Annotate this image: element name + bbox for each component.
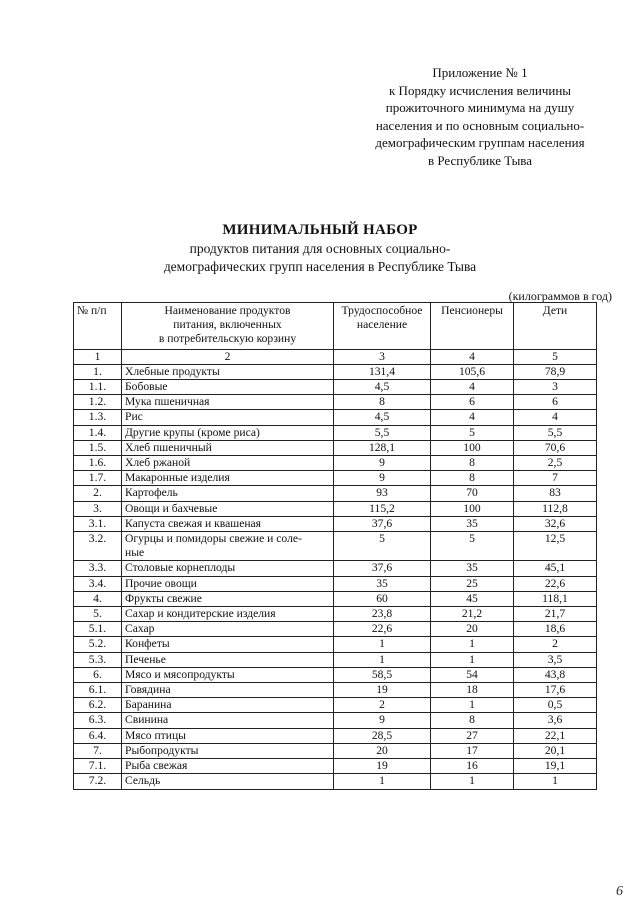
header-product-name: Наименование продуктов питания, включенных в потребительскую корзину — [122, 303, 334, 350]
cell-working-age: 2 — [334, 698, 431, 713]
cell-children: 83 — [514, 486, 597, 501]
cell-working-age: 3 — [334, 349, 431, 364]
header-number: № п/п — [74, 303, 122, 350]
cell-number: 3. — [74, 501, 122, 516]
cell-product-name: Капуста свежая и квашеная — [122, 516, 334, 531]
cell-number: 6. — [74, 667, 122, 682]
cell-pensioners: 100 — [431, 501, 514, 516]
cell-children: 43,8 — [514, 667, 597, 682]
table-row — [74, 698, 597, 713]
cell-working-age: 1 — [334, 774, 431, 789]
cell-number: 5.2. — [74, 637, 122, 652]
page-number-mark: 6 — [616, 884, 623, 899]
cell-children: 21,7 — [514, 607, 597, 622]
title-block — [0, 221, 640, 275]
cell-number: 2. — [74, 486, 122, 501]
cell-pensioners: 4 — [431, 380, 514, 395]
table-row — [74, 380, 597, 395]
cell-product-name: Огурцы и помидоры свежие и соле- ные — [122, 532, 334, 561]
cell-pensioners: 16 — [431, 759, 514, 774]
table-row — [74, 501, 597, 516]
appendix-header — [330, 64, 630, 170]
table-row — [74, 637, 597, 652]
table-row — [74, 425, 597, 440]
appendix-line: населения и по основным социально- — [375, 117, 585, 133]
cell-pensioners: 100 — [431, 440, 514, 455]
appendix-line: Приложение № 1 — [432, 65, 528, 80]
cell-pensioners: 8 — [431, 471, 514, 486]
cell-children: 45,1 — [514, 561, 597, 576]
cell-children: 3,5 — [514, 652, 597, 667]
cell-pensioners: 4 — [431, 410, 514, 425]
cell-working-age: 37,6 — [334, 561, 431, 576]
appendix-line: прожиточного минимума на душу — [385, 100, 575, 116]
cell-pensioners: 35 — [431, 516, 514, 531]
table-row — [74, 410, 597, 425]
cell-working-age: 22,6 — [334, 622, 431, 637]
cell-children: 7 — [514, 471, 597, 486]
cell-children: 19,1 — [514, 759, 597, 774]
cell-product-name: Овощи и бахчевые — [122, 501, 334, 516]
cell-product-name: Рыба свежая — [122, 759, 334, 774]
table-header-row — [74, 303, 597, 350]
cell-children: 78,9 — [514, 364, 597, 379]
table-row — [74, 440, 597, 455]
cell-number: 7.1. — [74, 759, 122, 774]
cell-working-age: 5,5 — [334, 425, 431, 440]
cell-product-name: Хлеб ржаной — [122, 456, 334, 471]
cell-product-name: Картофель — [122, 486, 334, 501]
document-subtitle-line-1: продуктов питания для основных социально- — [189, 241, 451, 256]
cell-number: 6.4. — [74, 728, 122, 743]
cell-product-name: Свинина — [122, 713, 334, 728]
cell-number: 3.1. — [74, 516, 122, 531]
cell-children: 12,5 — [514, 532, 597, 561]
cell-pensioners: 1 — [431, 698, 514, 713]
cell-pensioners: 1 — [431, 637, 514, 652]
cell-children: 5 — [514, 349, 597, 364]
appendix-line: в Республике Тыва — [427, 152, 533, 168]
cell-number: 1.7. — [74, 471, 122, 486]
table-row — [74, 532, 597, 561]
cell-product-name: Сахар и кондитерские изделия — [122, 607, 334, 622]
cell-product-name: 2 — [122, 349, 334, 364]
table-row — [74, 486, 597, 501]
cell-working-age: 4,5 — [334, 410, 431, 425]
cell-number: 1.3. — [74, 410, 122, 425]
cell-product-name: Хлеб пшеничный — [122, 440, 334, 455]
cell-number: 3.3. — [74, 561, 122, 576]
cell-number: 3.2. — [74, 532, 122, 561]
cell-pensioners: 4 — [431, 349, 514, 364]
appendix-line: демографическим группам населения — [375, 135, 585, 151]
cell-product-name: Столовые корнеплоды — [122, 561, 334, 576]
table-row — [74, 607, 597, 622]
unit-note: (килограммов в год) — [508, 289, 612, 303]
cell-number: 1.5. — [74, 440, 122, 455]
table-row — [74, 456, 597, 471]
cell-product-name: Фрукты свежие — [122, 591, 334, 606]
header-children: Дети — [514, 303, 597, 350]
cell-number: 1.6. — [74, 456, 122, 471]
cell-pensioners: 8 — [431, 456, 514, 471]
cell-children: 0,5 — [514, 698, 597, 713]
table-row — [74, 774, 597, 789]
cell-number: 1.4. — [74, 425, 122, 440]
cell-working-age: 19 — [334, 683, 431, 698]
cell-children: 18,6 — [514, 622, 597, 637]
cell-children: 22,1 — [514, 728, 597, 743]
cell-product-name: Печенье — [122, 652, 334, 667]
table-row — [74, 471, 597, 486]
table-row — [74, 516, 597, 531]
table-row — [74, 622, 597, 637]
cell-children: 20,1 — [514, 743, 597, 758]
cell-number: 3.4. — [74, 576, 122, 591]
cell-product-name: Конфеты — [122, 637, 334, 652]
table-row — [74, 728, 597, 743]
cell-number: 6.3. — [74, 713, 122, 728]
cell-product-name: Хлебные продукты — [122, 364, 334, 379]
table-row — [74, 364, 597, 379]
cell-pensioners: 18 — [431, 683, 514, 698]
cell-number: 1.2. — [74, 395, 122, 410]
cell-product-name: Бобовые — [122, 380, 334, 395]
cell-product-name: Сахар — [122, 622, 334, 637]
cell-children: 22,6 — [514, 576, 597, 591]
cell-working-age: 8 — [334, 395, 431, 410]
cell-working-age: 1 — [334, 637, 431, 652]
cell-children: 1 — [514, 774, 597, 789]
cell-number: 5.3. — [74, 652, 122, 667]
table-row — [74, 395, 597, 410]
cell-children: 2 — [514, 637, 597, 652]
cell-working-age: 93 — [334, 486, 431, 501]
cell-pensioners: 17 — [431, 743, 514, 758]
table-row — [74, 561, 597, 576]
table-row — [74, 667, 597, 682]
cell-children: 17,6 — [514, 683, 597, 698]
cell-pensioners: 70 — [431, 486, 514, 501]
cell-working-age: 9 — [334, 471, 431, 486]
cell-product-name: Прочие овощи — [122, 576, 334, 591]
header-working-age: Трудоспособное население — [334, 303, 431, 350]
table-row — [74, 759, 597, 774]
cell-working-age: 19 — [334, 759, 431, 774]
cell-working-age: 28,5 — [334, 728, 431, 743]
cell-number: 1. — [74, 364, 122, 379]
cell-working-age: 37,6 — [334, 516, 431, 531]
cell-pensioners: 27 — [431, 728, 514, 743]
cell-product-name: Макаронные изделия — [122, 471, 334, 486]
cell-product-name: Сельдь — [122, 774, 334, 789]
table-row — [74, 743, 597, 758]
cell-working-age: 115,2 — [334, 501, 431, 516]
cell-product-name: Мясо и мясопродукты — [122, 667, 334, 682]
header-pensioners: Пенсионеры — [431, 303, 514, 350]
cell-product-name: Мясо птицы — [122, 728, 334, 743]
cell-working-age: 9 — [334, 456, 431, 471]
cell-working-age: 35 — [334, 576, 431, 591]
table-body — [74, 349, 597, 789]
appendix-line: к Порядку исчисления величины — [388, 82, 572, 98]
cell-working-age: 128,1 — [334, 440, 431, 455]
cell-pensioners: 5 — [431, 532, 514, 561]
cell-working-age: 4,5 — [334, 380, 431, 395]
cell-number: 7.2. — [74, 774, 122, 789]
cell-pensioners: 6 — [431, 395, 514, 410]
food-basket-table — [73, 302, 597, 790]
cell-working-age: 58,5 — [334, 667, 431, 682]
cell-product-name: Рыбопродукты — [122, 743, 334, 758]
table-row — [74, 652, 597, 667]
cell-working-age: 1 — [334, 652, 431, 667]
cell-children: 4 — [514, 410, 597, 425]
cell-pensioners: 1 — [431, 652, 514, 667]
cell-children: 118,1 — [514, 591, 597, 606]
cell-product-name: Баранина — [122, 698, 334, 713]
cell-pensioners: 8 — [431, 713, 514, 728]
cell-children: 2,5 — [514, 456, 597, 471]
table-row — [74, 591, 597, 606]
cell-working-age: 20 — [334, 743, 431, 758]
cell-pensioners: 54 — [431, 667, 514, 682]
cell-children: 5,5 — [514, 425, 597, 440]
cell-pensioners: 20 — [431, 622, 514, 637]
cell-number: 6.1. — [74, 683, 122, 698]
document-title: МИНИМАЛЬНЫЙ НАБОР — [222, 222, 418, 238]
cell-working-age: 9 — [334, 713, 431, 728]
cell-pensioners: 25 — [431, 576, 514, 591]
cell-children: 6 — [514, 395, 597, 410]
table-row — [74, 576, 597, 591]
cell-pensioners: 1 — [431, 774, 514, 789]
cell-working-age: 23,8 — [334, 607, 431, 622]
cell-product-name: Мука пшеничная — [122, 395, 334, 410]
cell-product-name: Рис — [122, 410, 334, 425]
cell-working-age: 131,4 — [334, 364, 431, 379]
cell-number: 5.1. — [74, 622, 122, 637]
cell-number: 1.1. — [74, 380, 122, 395]
cell-pensioners: 35 — [431, 561, 514, 576]
cell-number: 7. — [74, 743, 122, 758]
cell-pensioners: 21,2 — [431, 607, 514, 622]
cell-pensioners: 45 — [431, 591, 514, 606]
cell-product-name: Говядина — [122, 683, 334, 698]
document-subtitle-line-2: демографических групп населения в Республике Тыва — [163, 259, 477, 274]
cell-number: 6.2. — [74, 698, 122, 713]
cell-number: 1 — [74, 349, 122, 364]
table-row — [74, 683, 597, 698]
cell-working-age: 60 — [334, 591, 431, 606]
table-index-row — [74, 349, 597, 364]
cell-number: 4. — [74, 591, 122, 606]
cell-children: 32,6 — [514, 516, 597, 531]
cell-number: 5. — [74, 607, 122, 622]
cell-children: 3,6 — [514, 713, 597, 728]
cell-children: 70,6 — [514, 440, 597, 455]
cell-pensioners: 105,6 — [431, 364, 514, 379]
cell-product-name: Другие крупы (кроме риса) — [122, 425, 334, 440]
cell-pensioners: 5 — [431, 425, 514, 440]
cell-children: 112,8 — [514, 501, 597, 516]
table-row — [74, 713, 597, 728]
cell-children: 3 — [514, 380, 597, 395]
cell-working-age: 5 — [334, 532, 431, 561]
